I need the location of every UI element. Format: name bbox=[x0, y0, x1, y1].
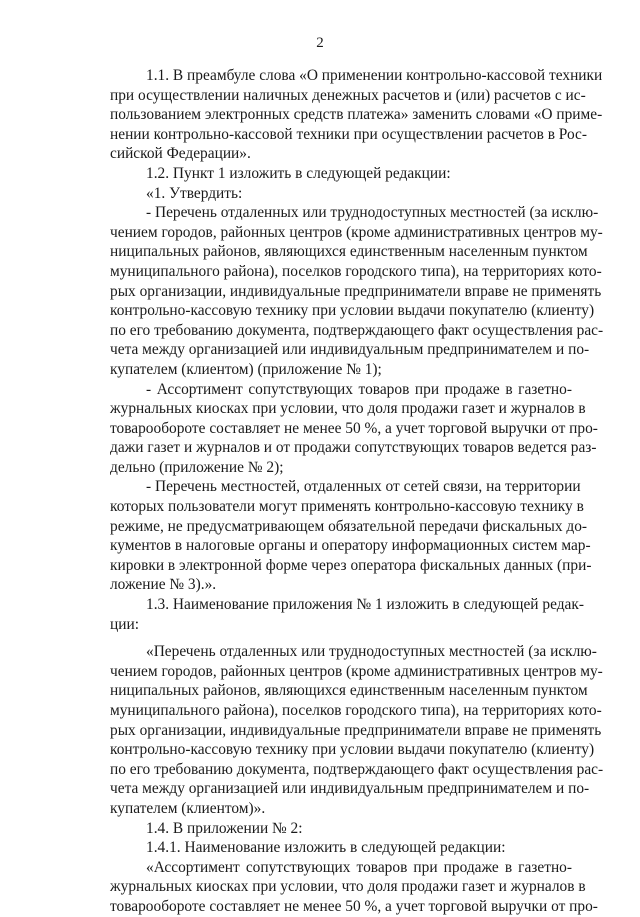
document-body bbox=[110, 66, 604, 917]
text-line: 1.2. Пункт 1 изложить в следующей редакции: bbox=[146, 164, 451, 182]
text-line: - Перечень местностей, отдаленных от сетей связи, на территории bbox=[146, 478, 581, 496]
text-line: рых организации, индивидуальные предприниматели вправе не применять bbox=[110, 721, 602, 739]
text-line: дельно (приложение № 2); bbox=[110, 458, 284, 476]
text-line: «Ассортимент сопутствующих товаров при продаже в газетно- bbox=[146, 858, 572, 876]
text-line: - Ассортимент сопутствующих товаров при продаже в газетно- bbox=[146, 380, 572, 398]
text-line: ложение № 3).». bbox=[110, 576, 217, 594]
text-line: сийской Федерации». bbox=[110, 145, 251, 163]
text-line: ции: bbox=[110, 615, 139, 633]
text-line: товарообороте составляет не менее 50 %, а учет торговой выручки от про- bbox=[110, 419, 598, 437]
text-line: кументов в налоговые органы и оператору информационных систем мар- bbox=[110, 537, 591, 555]
text-line: чета между организацией или индивидуальным предпринимателем и по- bbox=[110, 780, 590, 798]
text-line: по его требованию документа, подтверждающего факт осуществления рас- bbox=[110, 321, 604, 339]
text-line: чением городов, районных центров (кроме административных центров му- bbox=[110, 223, 603, 241]
text-line: ниципальных районов, являющихся единственным населенным пунктом bbox=[110, 682, 588, 700]
text-line: купателем (клиентом) (приложение № 1); bbox=[110, 360, 382, 378]
text-line: товарообороте составляет не менее 50 %, а учет торговой выручки от про- bbox=[110, 897, 598, 915]
text-line: - Перечень отдаленных или труднодоступных местностей (за исклю- bbox=[146, 204, 599, 222]
text-line: режиме, не предусматривающем обязательной передачи фискальных до- bbox=[110, 517, 588, 535]
text-line: контрольно-кассовую технику при условии выдачи покупателю (клиенту) bbox=[110, 302, 595, 320]
text-line: ниципальных районов, являющихся единственным населенным пунктом bbox=[110, 243, 588, 261]
text-line: контрольно-кассовую технику при условии выдачи покупателю (клиенту) bbox=[110, 741, 595, 759]
paragraph-gap bbox=[110, 634, 572, 642]
text-line: журнальных киосках при условии, что доля продажи газет и журналов в bbox=[110, 878, 586, 896]
text-line: 1.3. Наименование приложения № 1 изложить в следующей редак- bbox=[146, 596, 584, 614]
text-line: «1. Утвердить: bbox=[146, 184, 243, 202]
text-line: журнальных киосках при условии, что доля продажи газет и журналов в bbox=[110, 400, 586, 418]
text-line: дажи газет и журналов и от продажи сопутствующих товаров ведется раз- bbox=[110, 439, 597, 457]
text-line: муниципального района), поселков городского типа), на территориях кото- bbox=[110, 262, 602, 280]
text-line: рых организации, индивидуальные предприниматели вправе не применять bbox=[110, 282, 602, 300]
text-line: которых пользователи могут применять контрольно-кассовую технику в bbox=[110, 498, 584, 516]
text-line: муниципального района), поселков городского типа), на территориях кото- bbox=[110, 702, 602, 719]
text-line: кировки в электронной форме через оператора фискальных данных (при- bbox=[110, 556, 592, 574]
text-line: чением городов, районных центров (кроме административных центров му- bbox=[110, 662, 603, 680]
text-line: купателем (клиентом)». bbox=[110, 799, 266, 817]
text-line: 1.1. В преамбуле слова «О применении контрольно-кассовой техники bbox=[146, 67, 603, 84]
text-line: 1.4. В приложении № 2: bbox=[146, 819, 303, 837]
text-line: чета между организацией или индивидуальным предпринимателем и по- bbox=[110, 341, 590, 359]
text-line: «Перечень отдаленных или труднодоступных местностей (за исклю- bbox=[146, 643, 597, 661]
text-line: пользованием электронных средств платежа» заменить словами «О приме- bbox=[110, 106, 603, 124]
text-line: нении контрольно-кассовой техники при осуществлении расчетов в Рос- bbox=[110, 125, 588, 143]
text-line: по его требованию документа, подтверждающего факт осуществления рас- bbox=[110, 760, 604, 778]
text-line: 1.4.1. Наименование изложить в следующей редакции: bbox=[146, 839, 506, 857]
text-line: при осуществлении наличных денежных расчетов и (или) расчетов с ис- bbox=[110, 86, 586, 104]
page-number: 2 bbox=[316, 35, 324, 51]
